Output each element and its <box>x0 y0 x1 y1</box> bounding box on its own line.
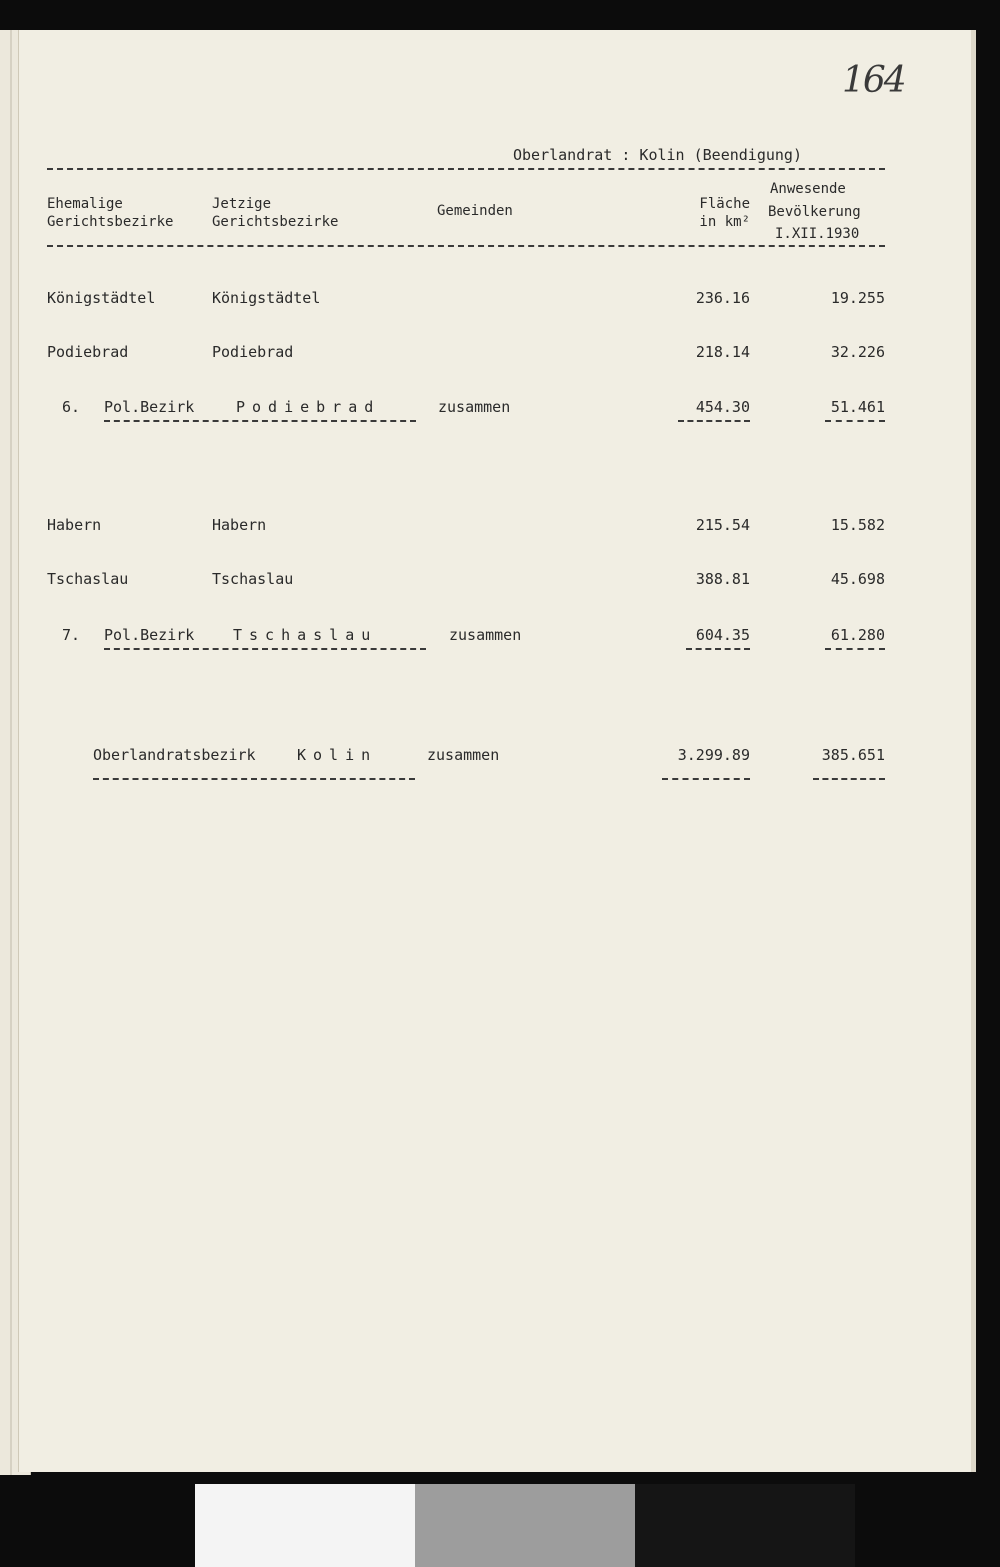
page-number: 164 <box>842 60 905 101</box>
subtotal-district-name: Podiebrad <box>236 398 381 416</box>
total-area: 3.299.89 <box>677 746 750 764</box>
header-area-2: in km² <box>699 214 750 230</box>
subtotal-underline <box>104 648 426 650</box>
calibration-white-patch <box>195 1484 415 1567</box>
subtotal-suffix: zusammen <box>449 626 522 644</box>
subtotal-population-underline <box>825 420 885 422</box>
row-population: 15.582 <box>830 516 885 534</box>
row-former: Tschaslau <box>47 570 129 588</box>
row-current: Tschaslau <box>212 570 294 588</box>
row-area: 388.81 <box>695 570 750 588</box>
calibration-black-patch <box>635 1484 855 1567</box>
header-current-1: Jetzige <box>212 196 272 212</box>
row-former: Königstädtel <box>47 289 156 307</box>
total-population: 385.651 <box>821 746 885 764</box>
row-current: Königstädtel <box>212 289 321 307</box>
top-rule <box>47 168 885 170</box>
header-population-2: Bevölkerung <box>768 204 861 220</box>
page-fold <box>10 30 12 1475</box>
row-area: 215.54 <box>695 516 750 534</box>
calibration-gray-patch <box>415 1484 635 1567</box>
header-rule <box>47 245 885 247</box>
subtotal-number: 7. <box>62 626 81 644</box>
subtotal-suffix: zusammen <box>438 398 511 416</box>
row-population: 32.226 <box>830 343 885 361</box>
header-former-2: Gerichtsbezirke <box>47 214 174 230</box>
subtotal-area: 604.35 <box>695 626 750 644</box>
total-district-name: Kolin <box>297 746 378 764</box>
row-current: Podiebrad <box>212 343 294 361</box>
total-area-underline <box>662 778 750 780</box>
header-former-1: Ehemalige <box>47 196 123 212</box>
subtotal-population: 61.280 <box>830 626 885 644</box>
subtotal-area-underline <box>686 648 750 650</box>
total-suffix: zusammen <box>427 746 500 764</box>
subtotal-label: Pol.Bezirk <box>104 398 195 416</box>
header-area-1: Fläche <box>699 196 750 212</box>
subtotal-population-underline <box>825 648 885 650</box>
subtotal-number: 6. <box>62 398 81 416</box>
header-municipalities: Gemeinden <box>437 203 513 219</box>
subtotal-area: 454.30 <box>695 398 750 416</box>
page-edge <box>971 30 976 1472</box>
total-underline <box>93 778 415 780</box>
row-area: 218.14 <box>695 343 750 361</box>
header-population-3: I.XII.1930 <box>775 226 860 242</box>
header-population-1: Anwesende <box>770 181 846 197</box>
subtotal-underline <box>104 420 416 422</box>
subtotal-area-underline <box>678 420 750 422</box>
total-label: Oberlandratsbezirk <box>93 746 256 764</box>
row-current: Habern <box>212 516 267 534</box>
subtotal-population: 51.461 <box>830 398 885 416</box>
page-title: Oberlandrat : Kolin (Beendigung) <box>513 146 802 164</box>
header-current-2: Gerichtsbezirke <box>212 214 339 230</box>
row-former: Habern <box>47 516 102 534</box>
row-former: Podiebrad <box>47 343 129 361</box>
row-area: 236.16 <box>695 289 750 307</box>
row-population: 19.255 <box>830 289 885 307</box>
row-population: 45.698 <box>830 570 885 588</box>
total-population-underline <box>813 778 885 780</box>
subtotal-district-name: Tschaslau <box>233 626 378 644</box>
subtotal-label: Pol.Bezirk <box>104 626 195 644</box>
